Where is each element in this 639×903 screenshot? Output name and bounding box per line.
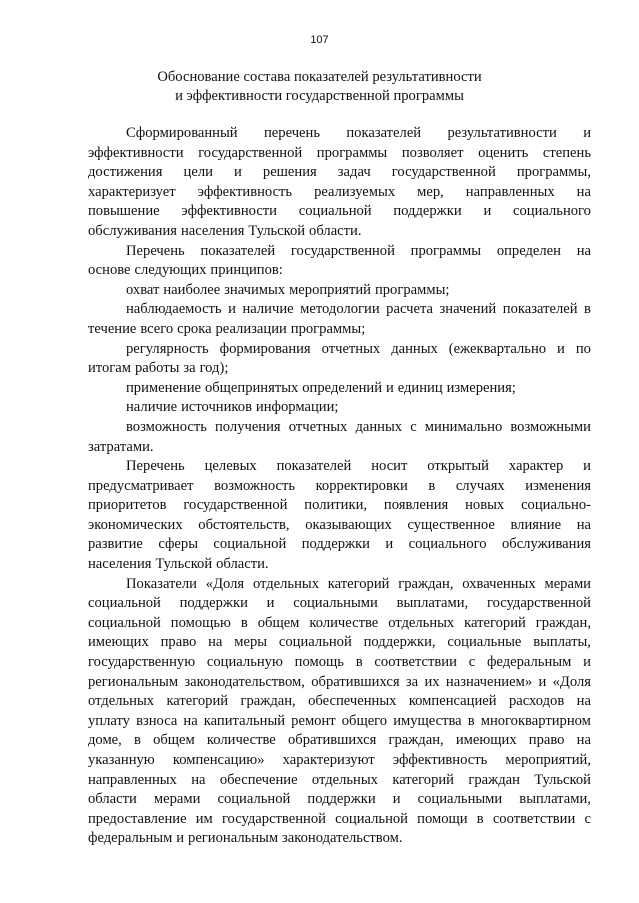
text-line: социальной помощью в общем количестве отдельных категорий граждан,: [88, 614, 591, 631]
text-line: развитие сферы социальной поддержки и социального обслуживания: [88, 536, 591, 553]
paragraph: [88, 124, 591, 242]
page-number: 107: [310, 34, 329, 46]
text-line: Перечень целевых показателей носит открытый характер и: [126, 458, 591, 475]
text-line: достижения цели и решения задач государственной программы,: [88, 164, 591, 181]
text-line: предоставление им государственной социальной помощи в соответствии с: [88, 810, 591, 827]
paragraph: [88, 379, 591, 399]
text-line: охват наиболее значимых мероприятий программы;: [126, 281, 450, 298]
text-line: приоритетов государственной политики, появления новых социально-: [88, 497, 591, 514]
text-line: доме, в общем количестве обратившихся граждан, имеющих право на: [88, 732, 591, 749]
text-line: Перечень показателей государственной программы определен на: [126, 242, 591, 259]
paragraph: [88, 575, 591, 849]
section-heading: [0, 68, 639, 106]
text-line: наблюдаемость и наличие методологии расчета значений показателей в: [126, 301, 591, 318]
text-line: социальной поддержки и социальными выплатами, государственной: [88, 595, 591, 612]
paragraph: [88, 281, 591, 301]
text-line: наличие источников информации;: [126, 399, 339, 416]
paragraph: [88, 340, 591, 379]
text-line: повышение эффективности социальной поддержки и социального: [88, 203, 591, 220]
text-line: течение всего срока реализации программы;: [88, 320, 366, 337]
text-line: региональным законодательством, обратившихся за их назначением» и «Доля: [88, 673, 591, 690]
text-line: имеющих право на меры социальной поддержки, социальные выплаты,: [88, 634, 591, 651]
text-line: экономических обстоятельств, оказывающих существенное влияние на: [88, 516, 591, 533]
heading-line: Обоснование состава показателей результативности: [157, 69, 482, 85]
text-line: возможность получения отчетных данных с минимально возможными: [126, 418, 591, 435]
text-line: области мерами социальной поддержки и социальными выплатами,: [88, 791, 591, 808]
text-line: Сформированный перечень показателей результативности и: [126, 125, 591, 141]
text-line: федеральным и региональным законодательством.: [88, 830, 403, 847]
paragraph: [88, 300, 591, 339]
text-line: основе следующих принципов:: [88, 262, 283, 279]
text-line: Показатели «Доля отдельных категорий граждан, охваченных мерами: [126, 575, 591, 592]
text-line: итогам работы за год);: [88, 360, 229, 377]
paragraph: [88, 242, 591, 281]
text-line: государственную социальную помощь в соответствии с федеральным и: [88, 654, 591, 671]
body-text: [88, 124, 591, 849]
paragraph: [88, 418, 591, 457]
text-line: направленных на обеспечение отдельных категорий граждан Тульской: [88, 771, 591, 788]
text-line: затратами.: [88, 438, 154, 455]
text-line: уплату взноса на капитальный ремонт общего имущества в многоквартирном: [88, 712, 591, 729]
text-line: регулярность формирования отчетных данных (ежеквартально и по: [126, 340, 591, 357]
text-line: отдельных категорий граждан, обеспеченных компенсацией расходов на: [88, 693, 591, 710]
paragraph: [88, 457, 591, 575]
text-line: указанную компенсацию» характеризуют эффективность мероприятий,: [88, 752, 591, 768]
text-line: применение общепринятых определений и единиц измерения;: [126, 379, 516, 396]
text-line: характеризует эффективность реализуемых мер, направленных на: [88, 183, 591, 200]
heading-line: и эффективности государственной программы: [175, 88, 464, 104]
text-line: населения Тульской области.: [88, 556, 269, 573]
text-line: предусматривает возможность корректировки в случаях изменения: [88, 477, 591, 494]
text-line: обслуживания населения Тульской области.: [88, 222, 362, 239]
text-line: эффективности государственной программы позволяет оценить степень: [88, 144, 591, 161]
paragraph: [88, 398, 591, 418]
